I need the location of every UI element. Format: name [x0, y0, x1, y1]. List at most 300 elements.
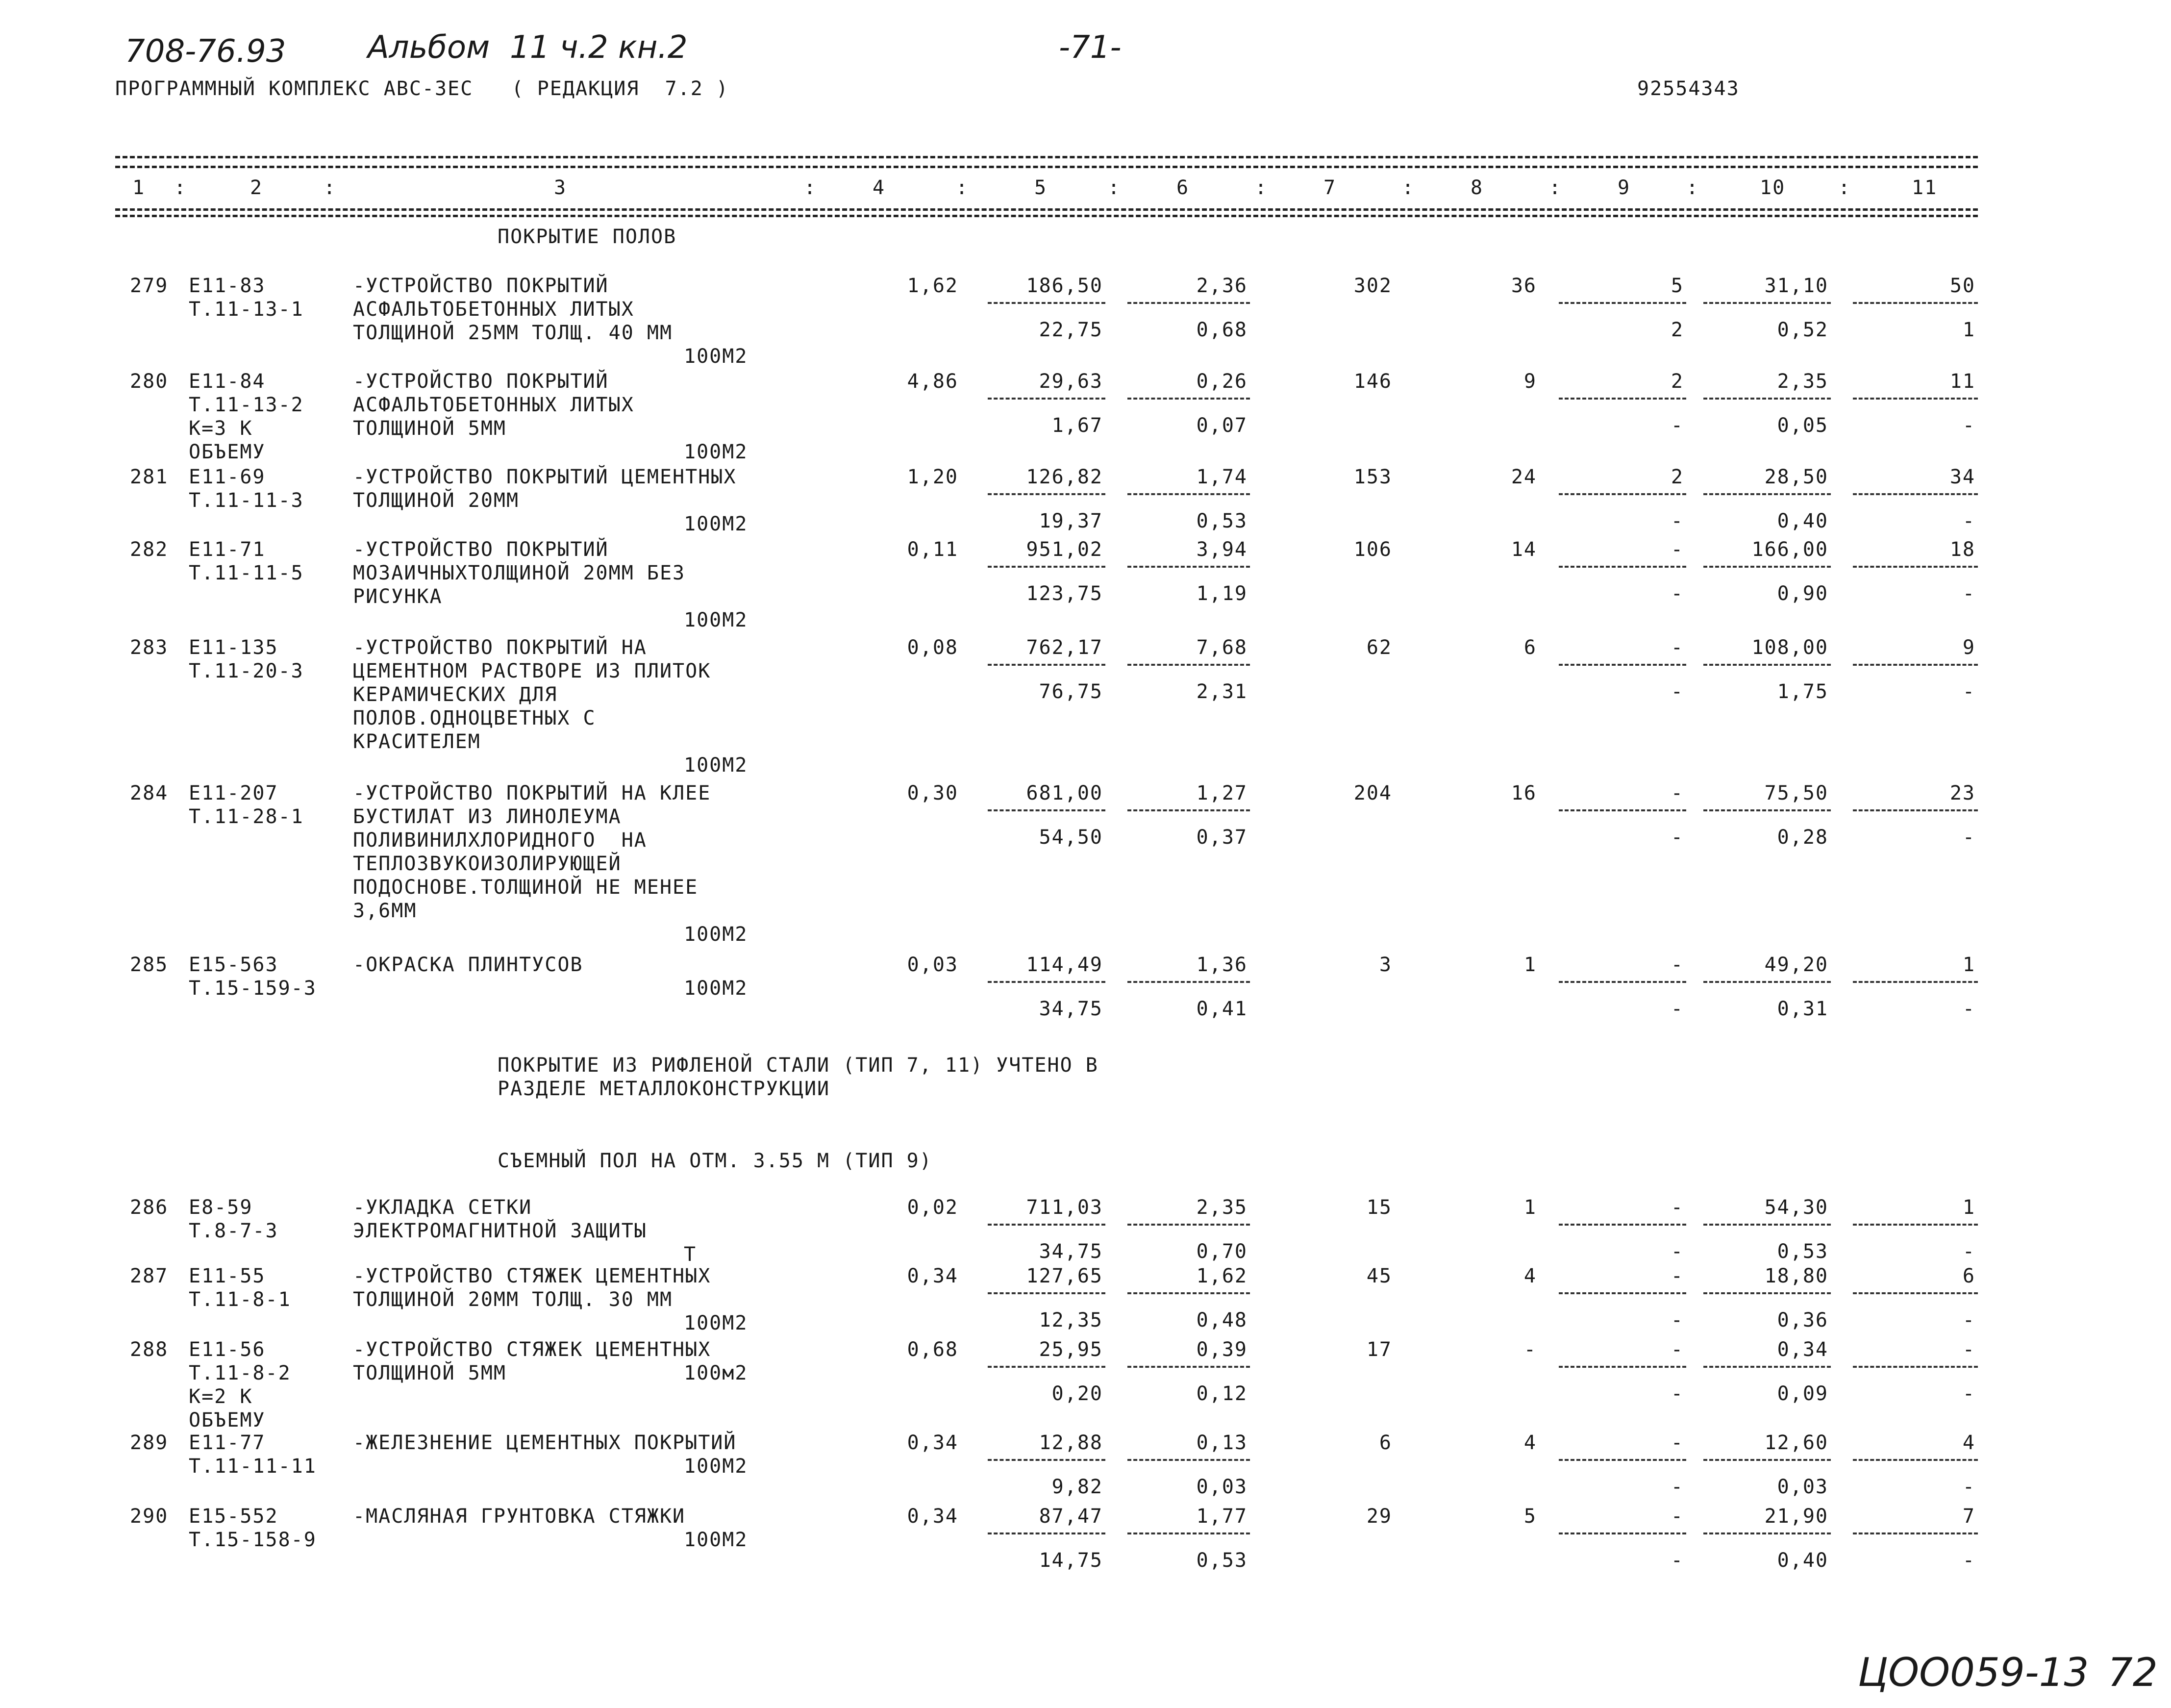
row-col9-sub: -	[1671, 414, 1684, 437]
row-quantity: 0,34	[907, 1505, 958, 1528]
row-col8: 14	[1511, 538, 1537, 561]
cell-underline	[1127, 566, 1250, 568]
row-col11: 18	[1949, 538, 1975, 561]
row-col11: 7	[1962, 1505, 1975, 1528]
row-col9: 2	[1671, 466, 1684, 488]
row-unit: 100м2	[684, 1362, 748, 1384]
cell-underline	[1127, 1292, 1250, 1294]
row-reference: Т.15-158-9	[189, 1529, 317, 1551]
row-coefficient: К=3 К	[189, 417, 253, 440]
footer-stamp: ЦОО059-13	[1858, 1650, 2089, 1695]
row-col8: 6	[1523, 636, 1537, 659]
cell-underline	[1127, 981, 1250, 983]
row-reference: Т.11-13-2	[189, 394, 304, 416]
row-col10-sub: 0,36	[1777, 1309, 1828, 1331]
row-description-line: ТОЛЩИНОЙ 25ММ ТОЛЩ. 40 ММ	[353, 322, 673, 344]
row-col9-sub: -	[1671, 1549, 1684, 1572]
row-description-line: -УСТРОЙСТВО ПОКРЫТИЙ	[353, 538, 609, 561]
row-description-line: МОЗАИЧНЫХТОЛЩИНОЙ 20ММ БЕЗ	[353, 562, 686, 584]
cell-underline	[988, 809, 1105, 811]
row-col9: -	[1671, 1432, 1684, 1454]
row-reference: Т.8-7-3	[189, 1220, 278, 1242]
row-col10: 31,10	[1764, 275, 1828, 297]
cell-underline	[1559, 981, 1686, 983]
column-header-7: 7	[1323, 176, 1337, 199]
row-reference: Т.11-20-3	[189, 660, 304, 682]
cell-underline	[1127, 493, 1250, 495]
row-col7: 62	[1366, 636, 1392, 659]
row-col7: 106	[1353, 538, 1392, 561]
row-col10-sub: 0,05	[1777, 414, 1828, 437]
cell-underline	[1703, 664, 1831, 666]
row-wages-machines: 0,48	[1196, 1309, 1248, 1331]
column-separator: :	[1549, 176, 1562, 199]
row-cost-machines: 7,68	[1196, 636, 1248, 659]
cell-underline	[1853, 493, 1978, 495]
row-col8: 9	[1523, 370, 1537, 393]
row-col10-sub: 0,09	[1777, 1382, 1828, 1405]
cell-underline	[1703, 1224, 1831, 1226]
column-header-8: 8	[1471, 176, 1484, 199]
cell-underline	[988, 302, 1105, 304]
cell-underline	[1127, 1224, 1250, 1226]
row-code: Е15-552	[189, 1505, 278, 1528]
cell-underline	[1559, 493, 1686, 495]
row-description-line: -УСТРОЙСТВО ПОКРЫТИЙ НА	[353, 636, 647, 659]
row-description-line: ТЕПЛОЗВУКОИЗОЛИРУЮЩЕЙ	[353, 853, 622, 875]
row-cost-machines: 3,94	[1196, 538, 1248, 561]
row-quantity: 4,86	[907, 370, 958, 393]
document-number: 92554343	[1637, 77, 1740, 100]
row-cost-machines: 1,36	[1196, 954, 1248, 976]
row-wages: 14,75	[1039, 1549, 1103, 1572]
column-separator: :	[324, 176, 337, 199]
cell-underline	[1559, 398, 1686, 400]
row-description-line: КРАСИТЕЛЕМ	[353, 730, 481, 753]
row-col10: 12,60	[1764, 1432, 1828, 1454]
row-cost-total: 29,63	[1039, 370, 1103, 393]
row-col10-sub: 0,28	[1777, 826, 1828, 849]
row-col8: 4	[1523, 1265, 1537, 1287]
cell-underline	[1853, 1292, 1978, 1294]
row-coefficient: К=2 К	[189, 1385, 253, 1408]
row-wages: 12,35	[1039, 1309, 1103, 1331]
row-col8: 16	[1511, 782, 1537, 804]
row-col11-sub: -	[1962, 1476, 1975, 1498]
row-col9-sub: -	[1671, 510, 1684, 532]
cell-underline	[1853, 1532, 1978, 1534]
row-code: Е11-83	[189, 275, 266, 297]
cell-underline	[1127, 1366, 1250, 1368]
section-heading-removable: СЪЕМНЫЙ ПОЛ НА ОТМ. 3.55 М (ТИП 9)	[498, 1150, 932, 1172]
row-reference: Т.15-159-3	[189, 977, 317, 1000]
row-reference: Т.11-13-1	[189, 298, 304, 321]
row-cost-total: 186,50	[1026, 275, 1103, 297]
cell-underline	[1853, 566, 1978, 568]
footer-sheet-number: 72	[2108, 1650, 2158, 1695]
row-unit: 100М2	[684, 923, 748, 946]
row-cost-total: 681,00	[1026, 782, 1103, 804]
cell-underline	[988, 664, 1105, 666]
row-cost-total: 127,65	[1026, 1265, 1103, 1287]
row-col11: 6	[1962, 1265, 1975, 1287]
row-number: 290	[130, 1505, 169, 1528]
row-cost-total: 762,17	[1026, 636, 1103, 659]
row-col11: 23	[1949, 782, 1975, 804]
row-quantity: 0,08	[907, 636, 958, 659]
row-reference: Т.11-8-1	[189, 1288, 291, 1311]
row-description-line: ПОДОСНОВЕ.ТОЛЩИНОЙ НЕ МЕНЕЕ	[353, 876, 699, 899]
row-description-line: -МАСЛЯНАЯ ГРУНТОВКА СТЯЖКИ	[353, 1505, 686, 1528]
row-col10-sub: 0,53	[1777, 1240, 1828, 1263]
header-rule-top	[115, 156, 1978, 158]
row-col10-sub: 0,90	[1777, 582, 1828, 605]
row-wages-machines: 0,03	[1196, 1476, 1248, 1498]
row-wages: 34,75	[1039, 1240, 1103, 1263]
row-col10: 166,00	[1751, 538, 1828, 561]
row-description-line: -УСТРОЙСТВО ПОКРЫТИЙ	[353, 370, 609, 393]
row-quantity: 1,62	[907, 275, 958, 297]
row-description-line: КЕРАМИЧЕСКИХ ДЛЯ	[353, 683, 558, 706]
row-description-line: -ОКРАСКА ПЛИНТУСОВ	[353, 954, 583, 976]
row-number: 281	[130, 466, 169, 488]
column-header-5: 5	[1034, 176, 1048, 199]
row-number: 289	[130, 1432, 169, 1454]
section-note-line1: ПОКРЫТИЕ ИЗ РИФЛЕНОЙ СТАЛИ (ТИП 7, 11) УЧТЕНО В	[498, 1054, 1098, 1077]
cell-underline	[1853, 1366, 1978, 1368]
row-wages: 0,20	[1051, 1382, 1103, 1405]
row-wages-machines: 0,70	[1196, 1240, 1248, 1263]
row-col11-sub: -	[1962, 1240, 1975, 1263]
column-separator: :	[1108, 176, 1121, 199]
row-col10: 28,50	[1764, 466, 1828, 488]
cell-underline	[988, 981, 1105, 983]
row-col8: 24	[1511, 466, 1537, 488]
row-code: Е11-84	[189, 370, 266, 393]
handwritten-code: 708-76.93	[125, 33, 286, 70]
row-col11-sub: -	[1962, 414, 1975, 437]
row-code: Е8-59	[189, 1196, 253, 1219]
row-col7: 15	[1366, 1196, 1392, 1219]
row-code: Е11-55	[189, 1265, 266, 1287]
row-col9: 2	[1671, 370, 1684, 393]
row-wages: 1,67	[1051, 414, 1103, 437]
cell-underline	[1127, 1532, 1250, 1534]
row-col9: -	[1671, 1265, 1684, 1287]
cell-underline	[988, 1459, 1105, 1461]
row-col10-sub: 0,03	[1777, 1476, 1828, 1498]
row-col8: 1	[1523, 1196, 1537, 1219]
row-code: Е11-71	[189, 538, 266, 561]
row-wages-machines: 2,31	[1196, 680, 1248, 703]
row-number: 282	[130, 538, 169, 561]
row-cost-machines: 1,62	[1196, 1265, 1248, 1287]
row-number: 280	[130, 370, 169, 393]
row-col11-sub: -	[1962, 680, 1975, 703]
row-col9: -	[1671, 636, 1684, 659]
row-col9: -	[1671, 1505, 1684, 1528]
column-header-9: 9	[1618, 176, 1631, 199]
cell-underline	[1703, 493, 1831, 495]
row-col10-sub: 0,40	[1777, 510, 1828, 532]
row-col11-sub: -	[1962, 582, 1975, 605]
row-description-line: -УСТРОЙСТВО ПОКРЫТИЙ	[353, 275, 609, 297]
row-col9-sub: -	[1671, 680, 1684, 703]
row-wages-machines: 0,07	[1196, 414, 1248, 437]
cell-underline	[1127, 398, 1250, 400]
row-unit: 100М2	[684, 441, 748, 463]
row-quantity: 0,34	[907, 1265, 958, 1287]
handwritten-album: Альбом 11 ч.2 кн.2	[368, 29, 688, 66]
row-unit: 100М2	[684, 1455, 748, 1478]
cell-underline	[1127, 664, 1250, 666]
row-col11: 11	[1949, 370, 1975, 393]
column-header-10: 10	[1760, 176, 1786, 199]
row-unit: 100М2	[684, 609, 748, 631]
row-col9-sub: -	[1671, 1382, 1684, 1405]
cell-underline	[1853, 1224, 1978, 1226]
row-col11: 34	[1949, 466, 1975, 488]
row-col7: 6	[1379, 1432, 1392, 1454]
row-description-line: ТОЛЩИНОЙ 20ММ ТОЛЩ. 30 ММ	[353, 1288, 673, 1311]
cell-underline	[1703, 398, 1831, 400]
row-quantity: 0,03	[907, 954, 958, 976]
column-separator: :	[1686, 176, 1699, 199]
column-separator: :	[174, 176, 187, 199]
cell-underline	[1853, 398, 1978, 400]
row-wages: 76,75	[1039, 680, 1103, 703]
row-col8: 36	[1511, 275, 1537, 297]
row-cost-machines: 0,39	[1196, 1338, 1248, 1361]
row-wages-machines: 0,37	[1196, 826, 1248, 849]
row-wages: 9,82	[1051, 1476, 1103, 1498]
row-description-line: -ЖЕЛЕЗНЕНИЕ ЦЕМЕНТНЫХ ПОКРЫТИЙ	[353, 1432, 737, 1454]
row-cost-total: 87,47	[1039, 1505, 1103, 1528]
column-separator: :	[1838, 176, 1851, 199]
row-col9-sub: -	[1671, 826, 1684, 849]
column-separator: :	[1402, 176, 1415, 199]
column-header-1: 1	[132, 176, 146, 199]
row-col11-sub: -	[1962, 1382, 1975, 1405]
row-number: 288	[130, 1338, 169, 1361]
row-cost-machines: 1,74	[1196, 466, 1248, 488]
column-header-6: 6	[1176, 176, 1190, 199]
column-header-4: 4	[873, 176, 886, 199]
cell-underline	[1703, 302, 1831, 304]
row-quantity: 1,20	[907, 466, 958, 488]
row-col9: -	[1671, 538, 1684, 561]
cell-underline	[1853, 302, 1978, 304]
row-description-line: 3,6ММ	[353, 900, 417, 922]
row-wages-machines: 1,19	[1196, 582, 1248, 605]
row-reference: Т.11-8-2	[189, 1362, 291, 1384]
row-col11-sub: -	[1962, 998, 1975, 1020]
row-col11-sub: -	[1962, 510, 1975, 532]
row-col9-sub: -	[1671, 1240, 1684, 1263]
row-code: Е11-135	[189, 636, 278, 659]
row-code: Е11-69	[189, 466, 266, 488]
row-col7: 153	[1353, 466, 1392, 488]
row-col8: 1	[1523, 954, 1537, 976]
row-description-line: ЭЛЕКТРОМАГНИТНОЙ ЗАЩИТЫ	[353, 1220, 647, 1242]
row-col11: 9	[1962, 636, 1975, 659]
cell-underline	[1703, 1532, 1831, 1534]
row-description-line: ТОЛЩИНОЙ 5ММ	[353, 1362, 506, 1384]
row-cost-total: 711,03	[1026, 1196, 1103, 1219]
cell-underline	[1703, 1459, 1831, 1461]
cell-underline	[1559, 566, 1686, 568]
row-col10: 0,34	[1777, 1338, 1828, 1361]
row-code: Е15-563	[189, 954, 278, 976]
row-unit: 100М2	[684, 513, 748, 535]
row-number: 285	[130, 954, 169, 976]
section-note-line2: РАЗДЕЛЕ МЕТАЛЛОКОНСТРУКЦИИ	[498, 1078, 830, 1100]
cell-underline	[1559, 809, 1686, 811]
row-unit: 100М2	[684, 1312, 748, 1334]
row-wages-machines: 0,41	[1196, 998, 1248, 1020]
cell-underline	[1127, 1459, 1250, 1461]
row-description-line: -УСТРОЙСТВО СТЯЖЕК ЦЕМЕНТНЫХ	[353, 1265, 711, 1287]
row-col11: 4	[1962, 1432, 1975, 1454]
row-unit: 100М2	[684, 1529, 748, 1551]
row-cost-total: 951,02	[1026, 538, 1103, 561]
row-col9: -	[1671, 1338, 1684, 1361]
cell-underline	[1853, 981, 1978, 983]
row-description-line: ЦЕМЕНТНОМ РАСТВОРЕ ИЗ ПЛИТОК	[353, 660, 711, 682]
row-col9-sub: -	[1671, 1476, 1684, 1498]
cell-underline	[988, 1224, 1105, 1226]
row-col8: 5	[1523, 1505, 1537, 1528]
row-col11: 1	[1962, 954, 1975, 976]
cell-underline	[1703, 566, 1831, 568]
row-col10-sub: 0,52	[1777, 319, 1828, 341]
row-quantity: 0,34	[907, 1432, 958, 1454]
row-wages: 34,75	[1039, 998, 1103, 1020]
row-description-line: АСФАЛЬТОБЕТОННЫХ ЛИТЫХ	[353, 298, 634, 321]
column-separator: :	[1255, 176, 1268, 199]
cell-underline	[1559, 1459, 1686, 1461]
row-wages-machines: 0,53	[1196, 510, 1248, 532]
row-description-line: ПОЛОВ.ОДНОЦВЕТНЫХ С	[353, 707, 596, 729]
row-description-line: АСФАЛЬТОБЕТОННЫХ ЛИТЫХ	[353, 394, 634, 416]
row-col10-sub: 0,31	[1777, 998, 1828, 1020]
row-wages-machines: 0,12	[1196, 1382, 1248, 1405]
row-wages: 54,50	[1039, 826, 1103, 849]
row-col7: 146	[1353, 370, 1392, 393]
row-wages: 22,75	[1039, 319, 1103, 341]
row-description-line: -УСТРОЙСТВО СТЯЖЕК ЦЕМЕНТНЫХ	[353, 1338, 711, 1361]
cell-underline	[1559, 1292, 1686, 1294]
program-title: ПРОГРАММНЫЙ КОМПЛЕКС АВС-3ЕС ( РЕДАКЦИЯ 7.2 )	[115, 77, 729, 100]
row-number: 287	[130, 1265, 169, 1287]
row-col7: 3	[1379, 954, 1392, 976]
row-col11: 1	[1962, 1196, 1975, 1219]
row-col8: 4	[1523, 1432, 1537, 1454]
header-rule-mid	[115, 166, 1978, 168]
row-quantity: 0,30	[907, 782, 958, 804]
row-col10: 2,35	[1777, 370, 1828, 393]
row-col9: -	[1671, 782, 1684, 804]
row-cost-machines: 2,35	[1196, 1196, 1248, 1219]
row-unit: 100М2	[684, 345, 748, 368]
column-header-2: 2	[250, 176, 263, 199]
row-unit: 100М2	[684, 754, 748, 777]
row-col9: -	[1671, 954, 1684, 976]
row-col9: 5	[1671, 275, 1684, 297]
row-col9-sub: -	[1671, 582, 1684, 605]
row-unit: 100М2	[684, 977, 748, 1000]
row-code: Е11-56	[189, 1338, 266, 1361]
row-wages: 19,37	[1039, 510, 1103, 532]
row-col9: -	[1671, 1196, 1684, 1219]
cell-underline	[1703, 1366, 1831, 1368]
row-col7: 17	[1366, 1338, 1392, 1361]
row-cost-total: 12,88	[1039, 1432, 1103, 1454]
row-cost-machines: 2,36	[1196, 275, 1248, 297]
row-col11-sub: -	[1962, 1549, 1975, 1572]
cell-underline	[988, 1366, 1105, 1368]
row-cost-total: 114,49	[1026, 954, 1103, 976]
row-col11-sub: 1	[1962, 319, 1975, 341]
row-col11: 50	[1949, 275, 1975, 297]
row-description-line: РИСУНКА	[353, 585, 443, 608]
cell-underline	[1853, 664, 1978, 666]
row-reference: Т.11-11-11	[189, 1455, 317, 1478]
row-reference: Т.11-28-1	[189, 805, 304, 828]
row-description-line: -УСТРОЙСТВО ПОКРЫТИЙ НА КЛЕЕ	[353, 782, 711, 804]
row-col10: 21,90	[1764, 1505, 1828, 1528]
column-header-3: 3	[554, 176, 567, 199]
cell-underline	[988, 566, 1105, 568]
row-col10-sub: 0,40	[1777, 1549, 1828, 1572]
row-col10: 18,80	[1764, 1265, 1828, 1287]
cell-underline	[1853, 809, 1978, 811]
row-quantity: 0,11	[907, 538, 958, 561]
row-unit: Т	[684, 1243, 697, 1266]
row-col11-sub: -	[1962, 1309, 1975, 1331]
row-description-line: ПОЛИВИНИЛХЛОРИДНОГО НА	[353, 829, 647, 852]
column-separator: :	[804, 176, 817, 199]
row-col9-sub: -	[1671, 1309, 1684, 1331]
row-cost-total: 25,95	[1039, 1338, 1103, 1361]
row-col10: 75,50	[1764, 782, 1828, 804]
row-coefficient-basis: ОБЪЕМУ	[189, 441, 266, 463]
cell-underline	[1127, 302, 1250, 304]
row-quantity: 0,02	[907, 1196, 958, 1219]
row-col7: 302	[1353, 275, 1392, 297]
row-col11-sub: -	[1962, 826, 1975, 849]
row-description-line: БУСТИЛАТ ИЗ ЛИНОЛЕУМА	[353, 805, 622, 828]
row-number: 286	[130, 1196, 169, 1219]
handwritten-page-number: -71-	[1059, 29, 1122, 66]
row-col9-sub: -	[1671, 998, 1684, 1020]
row-cost-total: 126,82	[1026, 466, 1103, 488]
cell-underline	[1559, 302, 1686, 304]
row-col8: -	[1523, 1338, 1537, 1361]
cell-underline	[988, 493, 1105, 495]
cell-underline	[1703, 981, 1831, 983]
cell-underline	[988, 1532, 1105, 1534]
row-code: Е11-77	[189, 1432, 266, 1454]
row-col7: 29	[1366, 1505, 1392, 1528]
cell-underline	[988, 398, 1105, 400]
row-quantity: 0,68	[907, 1338, 958, 1361]
row-description-line: -УКЛАДКА СЕТКИ	[353, 1196, 532, 1219]
cell-underline	[1703, 809, 1831, 811]
row-cost-machines: 1,27	[1196, 782, 1248, 804]
header-rule-bottom	[115, 208, 1978, 211]
row-col11: -	[1962, 1338, 1975, 1361]
